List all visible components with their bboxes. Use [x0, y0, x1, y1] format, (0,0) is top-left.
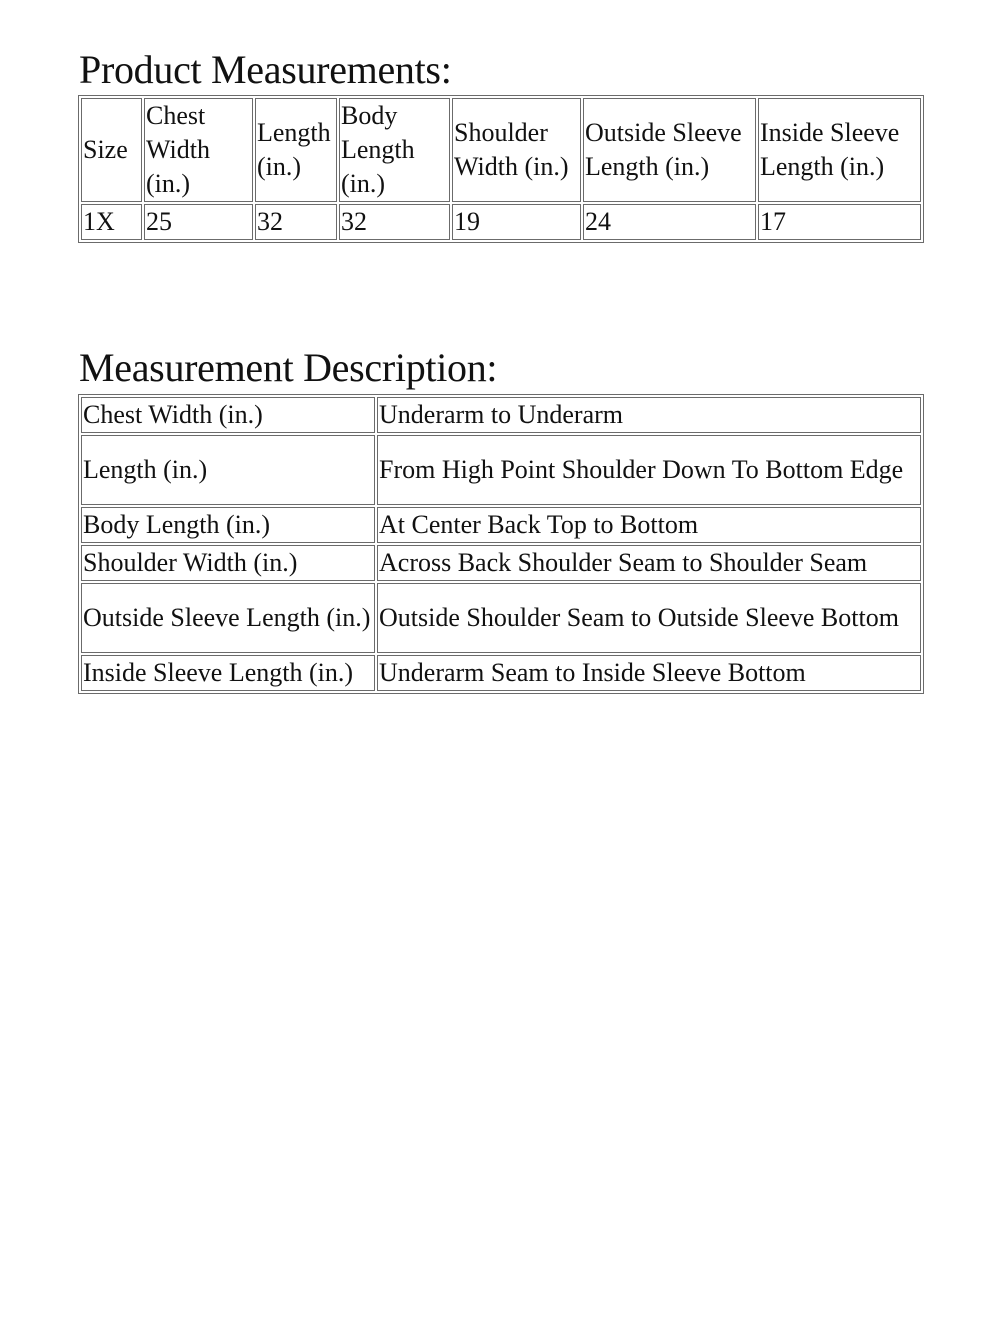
table-row	[81, 204, 921, 240]
table-row	[81, 435, 921, 505]
table-row	[81, 655, 921, 691]
measurement-description-table	[78, 394, 924, 694]
cell-length: 32	[255, 204, 337, 240]
header-body-length: Body Length (in.)	[339, 98, 450, 202]
cell-chest-width: 25	[144, 204, 253, 240]
cell-inside-sleeve-length: 17	[758, 204, 921, 240]
description-definition: At Center Back Top to Bottom	[377, 507, 921, 543]
header-outside-sleeve-length: Outside Sleeve Length (in.)	[583, 98, 756, 202]
table-row	[81, 507, 921, 543]
description-definition: From High Point Shoulder Down To Bottom Edge	[377, 435, 921, 505]
cell-size: 1X	[81, 204, 142, 240]
description-term: Inside Sleeve Length (in.)	[81, 655, 375, 691]
description-definition: Outside Shoulder Seam to Outside Sleeve Bottom	[377, 583, 921, 653]
description-term: Body Length (in.)	[81, 507, 375, 543]
header-inside-sleeve-length: Inside Sleeve Length (in.)	[758, 98, 921, 202]
description-term: Shoulder Width (in.)	[81, 545, 375, 581]
table-row	[81, 545, 921, 581]
product-measurements-table	[78, 95, 924, 243]
cell-outside-sleeve-length: 24	[583, 204, 756, 240]
header-length: Length (in.)	[255, 98, 337, 202]
header-size: Size	[81, 98, 142, 202]
product-measurements-title: Product Measurements:	[79, 47, 452, 92]
measurement-description-title: Measurement Description:	[79, 345, 498, 390]
description-definition: Across Back Shoulder Seam to Shoulder Seam	[377, 545, 921, 581]
measurements-header-row	[81, 98, 921, 202]
description-definition: Underarm Seam to Inside Sleeve Bottom	[377, 655, 921, 691]
cell-body-length: 32	[339, 204, 450, 240]
header-chest-width: Chest Width (in.)	[144, 98, 253, 202]
table-row	[81, 583, 921, 653]
header-shoulder-width: Shoulder Width (in.)	[452, 98, 581, 202]
cell-shoulder-width: 19	[452, 204, 581, 240]
description-definition: Underarm to Underarm	[377, 397, 921, 433]
description-term: Chest Width (in.)	[81, 397, 375, 433]
table-row	[81, 397, 921, 433]
description-term: Length (in.)	[81, 435, 375, 505]
description-term: Outside Sleeve Length (in.)	[81, 583, 375, 653]
